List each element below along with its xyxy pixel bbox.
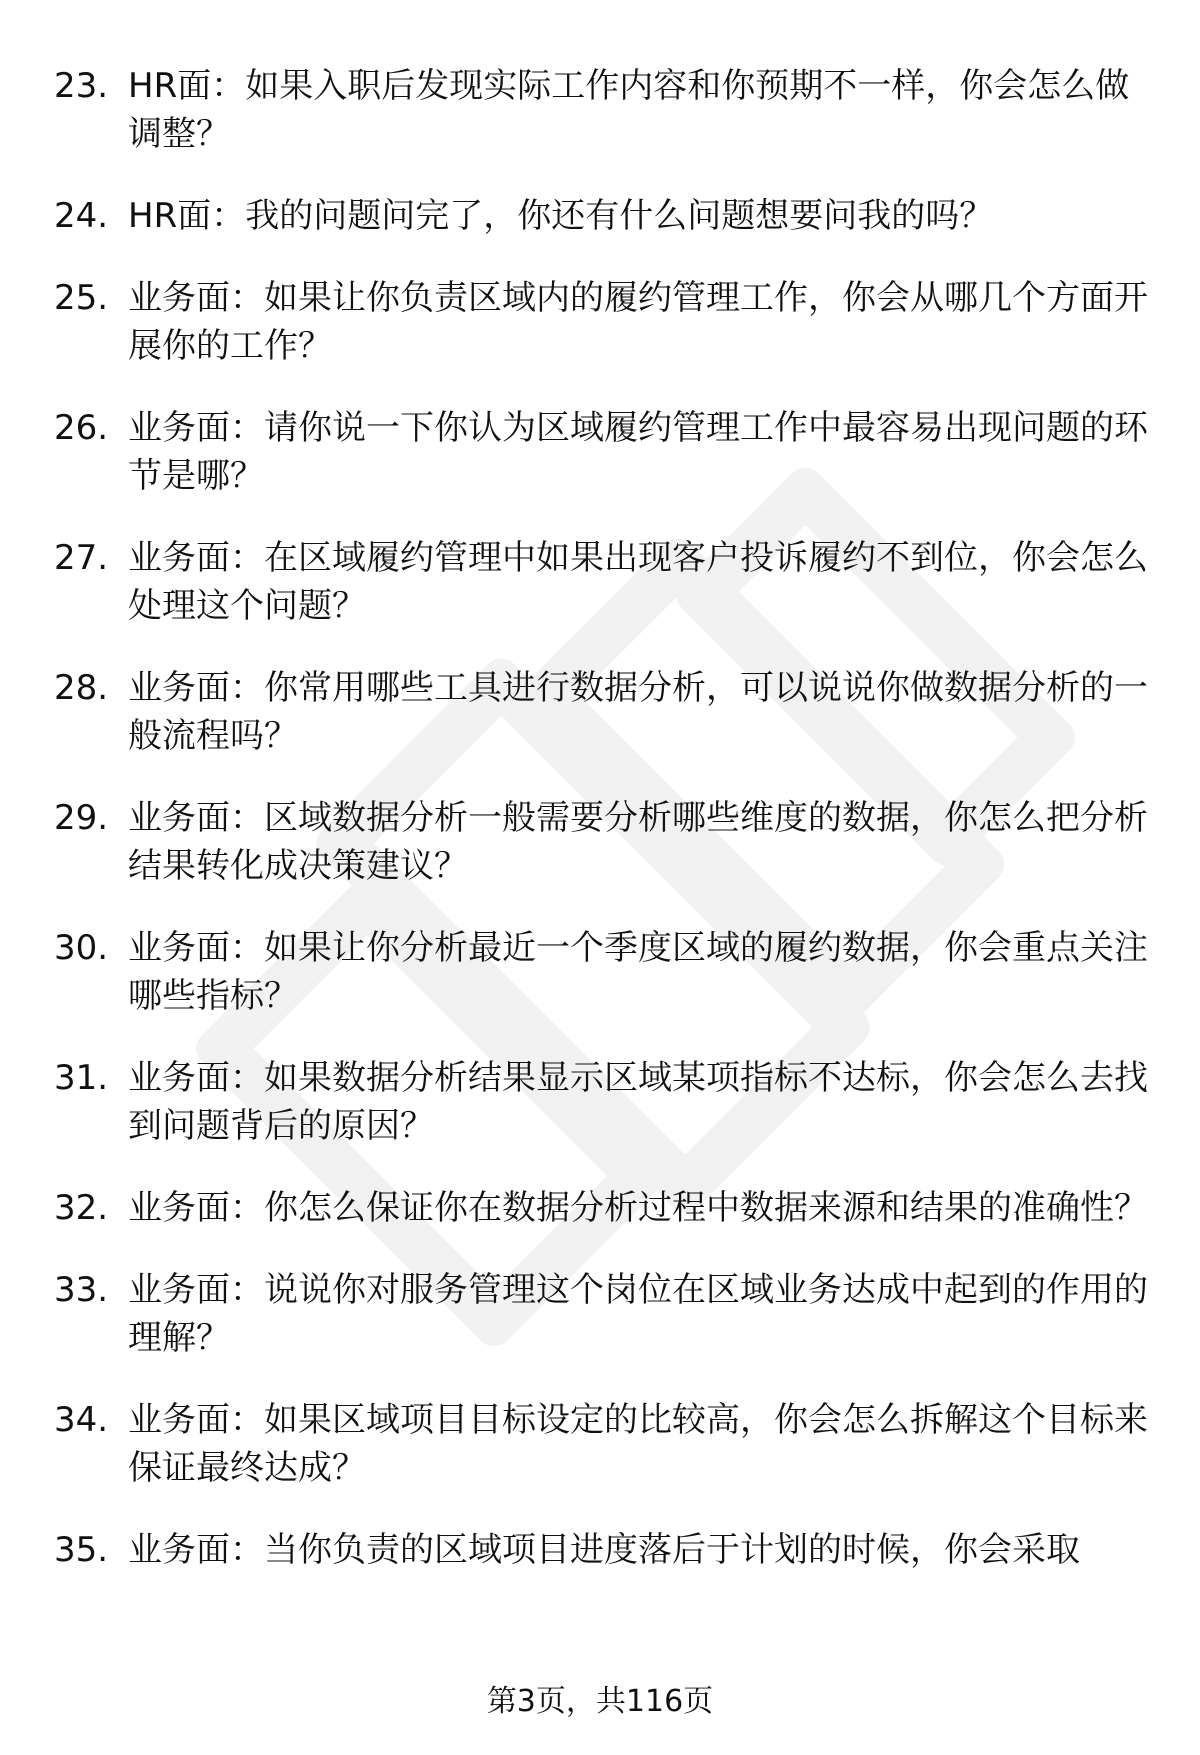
question-number: 35.: [54, 1530, 109, 1570]
question-text: 业务面：当你负责的区域项目进度落后于计划的时候，你会采取: [128, 1530, 1080, 1570]
question-text: 业务面：你常用哪些工具进行数据分析，可以说说你做数据分析的一般流程吗？: [128, 668, 1148, 756]
list-item: [54, 924, 1150, 1020]
list-item: [54, 1184, 1150, 1232]
list-item: [54, 1054, 1150, 1150]
question-number: 26.: [54, 408, 109, 448]
page-footer: 第3页，共116页: [486, 1684, 714, 1719]
question-number: 31.: [54, 1058, 109, 1098]
question-text: 业务面：如果区域项目目标设定的比较高，你会怎么拆解这个目标来保证最终达成？: [128, 1400, 1148, 1488]
list-item: [54, 794, 1150, 890]
question-text: 业务面：如果让你负责区域内的履约管理工作，你会从哪几个方面开展你的工作？: [128, 278, 1148, 366]
question-text: HR面：如果入职后发现实际工作内容和你预期不一样，你会怎么做调整？: [128, 66, 1130, 154]
list-item: [54, 534, 1150, 630]
list-item: [54, 404, 1150, 500]
question-text: 业务面：如果数据分析结果显示区域某项指标不达标，你会怎么去找到问题背后的原因？: [128, 1058, 1148, 1146]
question-number: 25.: [54, 278, 109, 318]
question-text: 业务面：区域数据分析一般需要分析哪些维度的数据，你怎么把分析结果转化成决策建议？: [128, 798, 1148, 886]
question-text: 业务面：在区域履约管理中如果出现客户投诉履约不到位，你会怎么处理这个问题？: [128, 538, 1148, 626]
question-number: 28.: [54, 668, 109, 708]
question-number: 32.: [54, 1188, 109, 1228]
list-item: [54, 1526, 1150, 1574]
list-item: [54, 1396, 1150, 1492]
question-number: 24.: [54, 196, 109, 236]
question-number: 23.: [54, 66, 109, 106]
question-number: 29.: [54, 798, 109, 838]
question-number: 30.: [54, 928, 109, 968]
question-text: HR面：我的问题问完了，你还有什么问题想要问我的吗？: [128, 196, 994, 236]
list-item: [54, 62, 1150, 158]
question-number: 27.: [54, 538, 109, 578]
question-text: 业务面：说说你对服务管理这个岗位在区域业务达成中起到的作用的理解？: [128, 1270, 1148, 1358]
question-list: [54, 62, 1150, 1608]
list-item: [54, 1266, 1150, 1362]
question-text: 业务面：请你说一下你认为区域履约管理工作中最容易出现问题的环节是哪？: [128, 408, 1148, 496]
question-number: 34.: [54, 1400, 109, 1440]
question-text: 业务面：你怎么保证你在数据分析过程中数据来源和结果的准确性？: [128, 1188, 1148, 1228]
question-text: 业务面：如果让你分析最近一个季度区域的履约数据，你会重点关注哪些指标？: [128, 928, 1148, 1016]
list-item: [54, 274, 1150, 370]
list-item: [54, 664, 1150, 760]
question-number: 33.: [54, 1270, 109, 1310]
list-item: [54, 192, 1150, 240]
